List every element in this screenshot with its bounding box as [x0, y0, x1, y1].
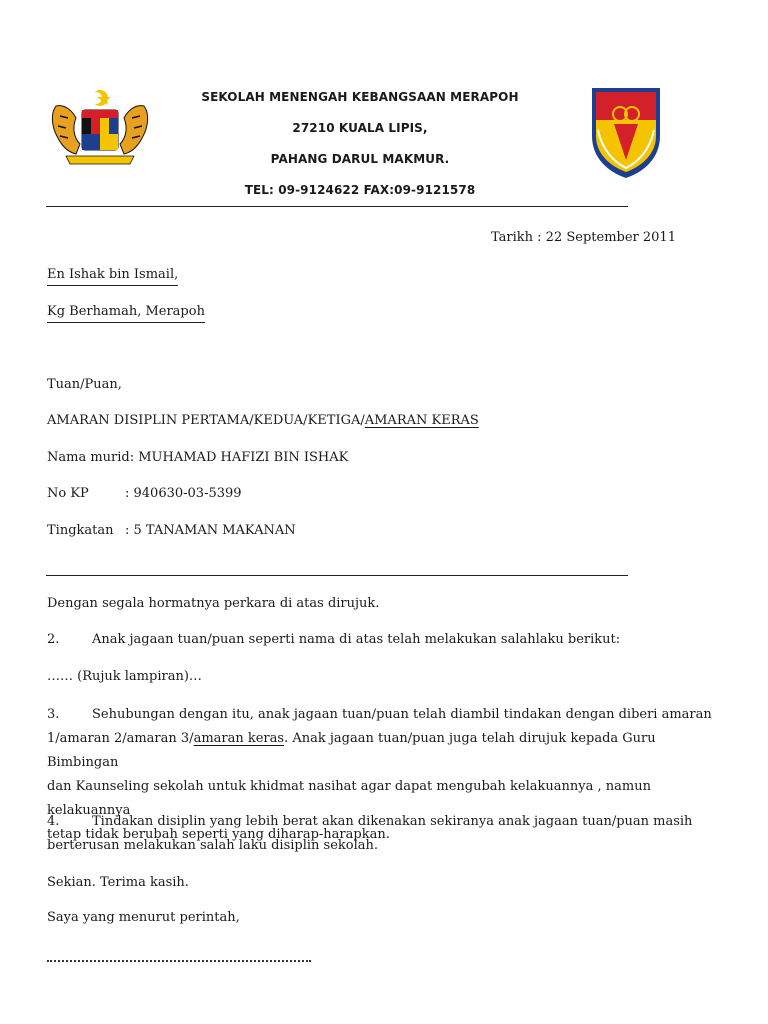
letter-date: Tarikh : 22 September 2011: [491, 230, 676, 245]
school-state: PAHANG DARUL MAKMUR.: [270, 152, 450, 166]
recipient-name: En Ishak bin Ismail,: [47, 267, 178, 286]
subject-emphasis: AMARAN KERAS: [364, 413, 479, 428]
student-name-value: : MUHAMAD HAFIZI BIN ISHAK: [129, 450, 349, 465]
refer-attachment-line: …… (Rujuk lampiran)…: [47, 669, 202, 684]
student-ic-label: No KP: [47, 486, 89, 501]
letter-subject: [47, 413, 479, 428]
paragraph-3-line-3: dan Kaunseling sekolah untuk khidmat nasihat agar dapat mengubah kelakuannya , namun kelakuannya: [47, 779, 651, 818]
subject-divider: [46, 575, 628, 576]
student-form-value: : 5 TANAMAN MAKANAN: [125, 523, 296, 538]
paragraph-4: [47, 810, 727, 858]
paragraph-3-emphasis: amaran keras: [193, 731, 285, 746]
subject-prefix: AMARAN DISIPLIN PERTAMA/KEDUA/KETIGA/: [47, 413, 365, 428]
student-ic-value: : 940630-03-5399: [125, 486, 242, 501]
paragraph-3-line-4: tetap tidak berubah seperti yang diharap-harapkan.: [47, 827, 390, 842]
student-name-label: Nama murid: [47, 450, 130, 465]
school-contact: TEL: 09-9124622 FAX:09-9121578: [244, 183, 476, 197]
paragraph-4-line-1: 4. Tindakan disiplin yang lebih berat akan dikenakan sekiranya anak jagaan tuan/puan masih: [47, 810, 727, 834]
student-form-label: Tingkatan: [47, 523, 114, 538]
paragraph-3-number: 3.: [47, 707, 60, 722]
closing-line: Sekian. Terima kasih.: [47, 875, 189, 890]
school-badge-icon: [588, 84, 664, 180]
malaysia-coat-of-arms-icon: [46, 88, 154, 170]
sign-off: Saya yang menurut perintah,: [47, 910, 240, 925]
header-divider: [46, 206, 628, 207]
school-name: SEKOLAH MENENGAH KEBANGSAAN MERAPOH: [201, 90, 519, 104]
salutation: Tuan/Puan,: [47, 377, 122, 392]
student-name-row: [47, 450, 348, 465]
signature-dotted-line: [47, 960, 311, 962]
paragraph-2: [47, 632, 620, 647]
paragraph-3-line-1: 3. Sehubungan dengan itu, anak jagaan tuan/puan telah diambil tindakan dengan diberi amaran: [47, 703, 727, 727]
paragraph-4-line-2: berterusan melakukan salah laku disiplin sekolah.: [47, 838, 379, 853]
paragraph-2-text: Anak jagaan tuan/puan seperti nama di atas telah melakukan salahlaku berikut:: [92, 632, 621, 647]
recipient-address: Kg Berhamah, Merapoh: [47, 304, 205, 323]
paragraph-4-number: 4.: [47, 814, 60, 829]
paragraph-3-line-2: 1/amaran 2/amaran 3/amaran keras. Anak jagaan tuan/puan juga telah dirujuk kepada Guru Bimbingan: [47, 731, 656, 770]
paragraph-2-number: 2.: [47, 632, 60, 647]
school-postcode-city: 27210 KUALA LIPIS,: [292, 121, 428, 135]
opening-line: Dengan segala hormatnya perkara di atas dirujuk.: [47, 596, 380, 611]
